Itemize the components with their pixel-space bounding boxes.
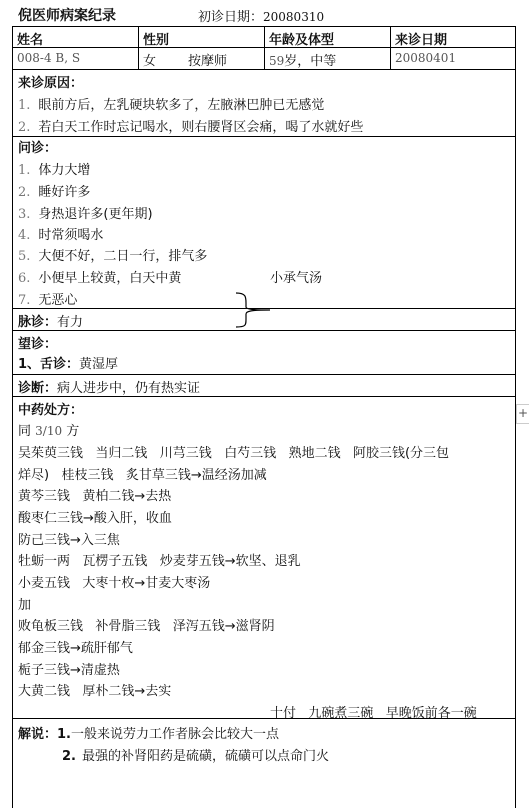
rule-table-end [12,69,516,70]
inquiry-item-6: 6. 小便早上较黄，白天中黄 [18,271,182,286]
patient-age [269,50,336,69]
diagnosis-label: 诊断： [18,381,58,396]
patient-age-value: 59 [269,54,285,68]
first-visit-value: 20080310 [263,10,325,24]
patient-age-unit: 岁，中等 [284,54,337,69]
curly-brace-icon [230,291,274,329]
tongue-row [18,353,118,372]
diagnosis-row [18,377,200,396]
header-gender: 性别 [143,33,170,48]
col-divider-1 [138,26,139,69]
rx-line-1: 吴茱萸三钱 当归二钱 川芎三钱 白芍三钱 熟地二钱 阿胶三钱(分三包 [18,446,450,461]
patient-gender: 女 [143,54,157,69]
rx-line-6: 牡蛎一两 瓦楞子五钱 炒麦芽五钱→软坚、退乳 [18,554,301,569]
rule-reason-end [12,136,516,137]
rx-line-3: 黄芩三钱 黄柏二钱→去热 [18,489,172,504]
tongue-text: 黄湿厚 [79,357,119,372]
explanation-row-1: 解说：1.一般来说劳力工作者脉会比较大一点 [18,727,280,742]
patient-occupation: 按摩师 [188,54,228,69]
header-name: 姓名 [17,33,44,48]
explanation-row-2: 2. 最强的补肾阳药是硫磺，硫磺可以点命门火 [62,749,329,764]
rx-line-7: 小麦五钱 大枣十枚→甘麦大枣汤 [18,576,211,591]
patient-visit-date: 20080401 [395,51,457,65]
rx-dosage: 十付 九碗煮三碗 早晚饭前各一碗 [270,706,477,721]
col-divider-3 [390,26,391,69]
rx-line-8: 加 [18,598,32,613]
header-age: 年龄及体型 [269,33,335,48]
add-button[interactable]: + [516,404,529,424]
rx-line-10: 郁金三钱→疏肝郁气 [18,641,133,656]
patient-id: 008-4 B, S [17,51,81,65]
reason-item-1: 1. 眼前方后，左乳硬块软多了，左腋淋巴肿已无感觉 [18,98,325,113]
reason-label: 来诊原因： [18,76,84,91]
tongue-label: 1、舌诊： [18,357,80,372]
header-visit-date: 来诊日期 [395,33,448,48]
inquiry-item-2: 2. 睡好许多 [18,185,91,200]
pulse-label: 脉诊： [18,315,58,330]
inquiry-item-7: 7. 无恶心 [18,293,78,308]
first-visit-date [198,6,324,25]
pulse-text: 有力 [57,315,84,330]
rx-line-9: 败龟板三钱 补骨脂三钱 泽泻五钱→滋肾阴 [18,619,275,634]
first-visit-label: 初诊日期： [198,10,264,25]
inquiry-item-3: 3. 身热退许多(更年期) [18,207,153,222]
title-bar [0,0,529,26]
look-label: 望诊： [18,337,58,352]
inquiry-label: 问诊： [18,141,58,156]
col-divider-2 [264,26,265,69]
prescription-same: 同 3/10 方 [18,424,80,439]
diagnosis-text: 病人进步中，仍有热实证 [57,381,201,396]
explanation-label: 解说： [18,727,58,742]
rx-line-5: 防己三钱→入三焦 [18,533,120,548]
rx-line-4: 酸枣仁三钱→酸入肝，收血 [18,511,172,526]
inquiry-item-1: 1. 体力大增 [18,163,91,178]
rule-pulse-end [12,330,516,331]
inquiry-item-5: 5. 大便不好，二日一行，排气多 [18,249,208,264]
rule-look-end [12,374,516,375]
rx-line-2: 烊尽) 桂枝三钱 炙甘草三钱→温经汤加减 [18,468,267,483]
reason-item-2: 2. 若白天工作时忘记喝水，则右腰肾区会痛，喝了水就好些 [18,120,364,135]
document-title: 倪医师病案纪录 [18,8,116,24]
pulse-row [18,311,83,330]
inquiry-side-note: 小承气汤 [270,271,323,286]
rx-line-11: 栀子三钱→清虚热 [18,663,120,678]
inquiry-item-4: 4. 时常须喝水 [18,228,104,243]
rule-diagnosis-end [12,396,516,397]
prescription-label: 中药处方： [18,403,84,418]
rx-line-12: 大黄二钱 厚朴二钱→去实 [18,684,172,699]
